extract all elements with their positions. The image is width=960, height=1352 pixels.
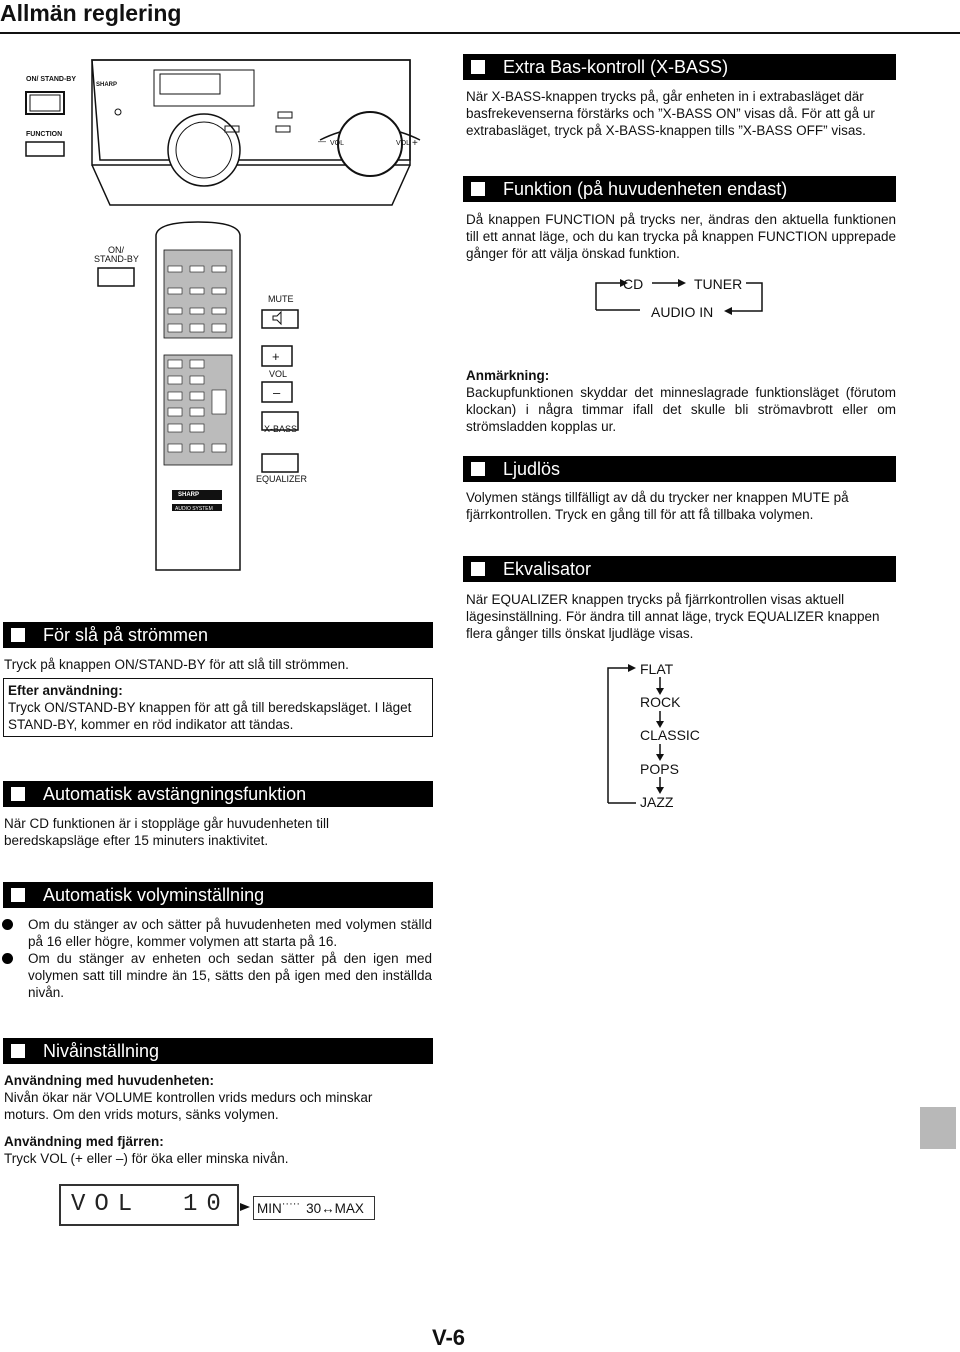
heading-square-icon: [11, 628, 25, 642]
title-divider: [0, 32, 960, 34]
volume-display: [59, 1184, 239, 1226]
xbass-body: När X-BASS-knappen trycks på, går enheten in i extrabasläget där basfrekevenserna förstärks och ”X-BASS ON” visas då. För att gå ur extrabasläget, tryck på X-BASS-knappen tills ”X-BASS OFF” visas.: [466, 89, 875, 138]
remote-xbass-label: X-BASS: [264, 424, 298, 434]
bullet-text: Om du stänger av och sätter på huvudenheten med volymen ställd på 16 eller högre, kommer volymen att starta på 16.: [28, 917, 432, 949]
main-unit-drawing: [26, 60, 420, 205]
main-brand-label: SHARP: [96, 82, 118, 88]
eq-mode-flat: FLAT: [640, 661, 674, 677]
note-block: [466, 367, 896, 435]
range-dots: ·····: [281, 1198, 301, 1210]
after-use-box: [3, 678, 433, 737]
heading-square-icon: [11, 1044, 25, 1058]
range-arrow-icon: ↔: [321, 1200, 335, 1216]
level-main-label: Användning med huvudenheten:: [4, 1073, 215, 1088]
display-arrow-icon: [240, 1200, 254, 1214]
remote-brand-label: SHARP: [178, 492, 200, 498]
heading-square-icon: [11, 888, 25, 902]
list-item: [0, 950, 432, 1001]
after-use-label: Efter användning:: [8, 683, 123, 698]
xbass-heading: [463, 54, 896, 80]
eq-mode-jazz: JAZZ: [640, 794, 674, 810]
level-main-block: [4, 1072, 414, 1123]
auto-vol-list: [0, 916, 432, 1001]
equalizer-body: När EQUALIZER knappen trycks på fjärrkontrollen visas aktuell lägesinställning. För ändra till annat läge, tryck EQUALIZER knappen flera gånger tills önskat ljudläge visas.: [466, 592, 880, 641]
range-max: MAX: [334, 1200, 364, 1216]
svg-text:+: +: [272, 349, 280, 364]
note-body: Backupfunktionen skyddar det minneslagrade funktionsläget (förutom klockan) i några timmar ifall det skulle bli strömavbrott eller om strömsladden kopplas ur.: [466, 385, 896, 434]
remote-on-standby-label: STAND-BY: [94, 254, 139, 264]
device-illustration: [0, 40, 440, 580]
auto-off-body: När CD funktionen är i stoppläge går huvudenheten till beredskapsläge efter 15 minuters inaktivitet.: [4, 816, 329, 848]
equalizer-heading: [463, 556, 896, 582]
eq-mode-classic: CLASSIC: [640, 727, 700, 743]
main-function-label: FUNCTION: [26, 131, 63, 138]
display-vol-text: VOL: [71, 1191, 142, 1218]
display-vol-value: 10: [183, 1191, 230, 1218]
volume-knob-drawing: [338, 112, 402, 176]
auto-vol-heading-text: Automatisk volyminställning: [43, 884, 265, 905]
flow-audio-in: AUDIO IN: [651, 304, 714, 320]
heading-square-icon: [471, 462, 485, 476]
svg-text:ON/: ON/: [108, 245, 125, 255]
vol-plus-label: VOL: [396, 140, 411, 147]
auto-off-heading: [3, 781, 433, 807]
level-remote-label: Användning med fjärren:: [4, 1134, 164, 1149]
function-heading-text: Funktion (på huvudenheten endast): [503, 178, 788, 199]
flow-tuner: TUNER: [694, 276, 743, 292]
range-min: MIN: [257, 1200, 282, 1216]
main-on-standby-label: ON/ STAND-BY: [26, 76, 77, 83]
note-label: Anmärkning:: [466, 368, 550, 383]
page-title: Allmän reglering: [0, 0, 182, 26]
vol-minus-label: VOL: [330, 140, 345, 147]
auto-vol-heading: [3, 882, 433, 908]
mute-body: Volymen stängs tillfälligt av då du trycker ner knappen MUTE på fjärrkontrollen. Tryck en gång till för att få tillbaka volymen.: [466, 490, 849, 522]
after-use-body: Tryck ON/STAND-BY knappen för att gå till beredskapsläget. I läget STAND-BY, kommer en röd indikator att tändas.: [8, 700, 412, 732]
mute-heading-text: Ljudlös: [503, 458, 561, 479]
bullet-text: Om du stänger av enheten och sedan sätter på den igen med volymen satt till mindre än 15, sätts den på igen med den inställda nivån.: [28, 951, 432, 1000]
xbass-heading-text: Extra Bas-kontroll (X-BASS): [503, 56, 729, 77]
heading-square-icon: [471, 562, 485, 576]
equalizer-heading-text: Ekvalisator: [503, 558, 592, 579]
function-button-drawing: [26, 142, 64, 156]
svg-text:–: –: [273, 385, 281, 400]
svg-text:AUDIO SYSTEM: AUDIO SYSTEM: [175, 506, 213, 512]
level-remote-body: Tryck VOL (+ eller –) för öka eller minska nivån.: [4, 1151, 289, 1166]
svg-text:+: +: [412, 138, 418, 149]
power-body: Tryck på knappen ON/STAND-BY för att slå till strömmen.: [4, 657, 349, 672]
level-main-body: Nivån ökar när VOLUME kontrollen vrids medurs och minskar moturs. Om den vrids moturs, sänks volymen.: [4, 1090, 373, 1122]
function-heading: [463, 176, 896, 202]
level-heading-text: Nivåinställning: [43, 1040, 160, 1061]
page-tab-marker: [920, 1107, 956, 1149]
auto-off-heading-text: Automatisk avstängningsfunktion: [43, 783, 307, 804]
heading-square-icon: [471, 182, 485, 196]
power-heading-text: För slå på strömmen: [43, 624, 209, 645]
level-remote-block: [4, 1133, 414, 1167]
heading-square-icon: [471, 60, 485, 74]
flow-cd: CD: [623, 276, 644, 292]
level-heading: [3, 1038, 433, 1064]
power-heading: [3, 622, 433, 648]
range-mid: 30: [306, 1200, 322, 1216]
heading-square-icon: [11, 787, 25, 801]
bullet-icon: [2, 953, 13, 964]
eq-mode-rock: ROCK: [640, 694, 681, 710]
remote-drawing: [94, 222, 308, 570]
list-item: [0, 916, 432, 950]
remote-on-standby-callout: [98, 268, 134, 286]
remote-equalizer-label: EQUALIZER: [256, 474, 308, 484]
bullet-icon: [2, 919, 13, 930]
remote-vol-label: VOL: [269, 369, 288, 379]
svg-text:—: —: [318, 137, 326, 146]
mute-heading: [463, 456, 896, 482]
function-body: Då knappen FUNCTION på trycks ner, ändras den aktuella funktionen till ett annat läge, och du kan trycka på knappen FUNCTION upprepade gånger för att välja önskad funktion.: [466, 212, 896, 261]
volume-range: [253, 1196, 375, 1220]
eq-mode-pops: POPS: [640, 761, 679, 777]
page-number: V-6: [432, 1325, 466, 1350]
remote-mute-label: MUTE: [268, 294, 294, 304]
